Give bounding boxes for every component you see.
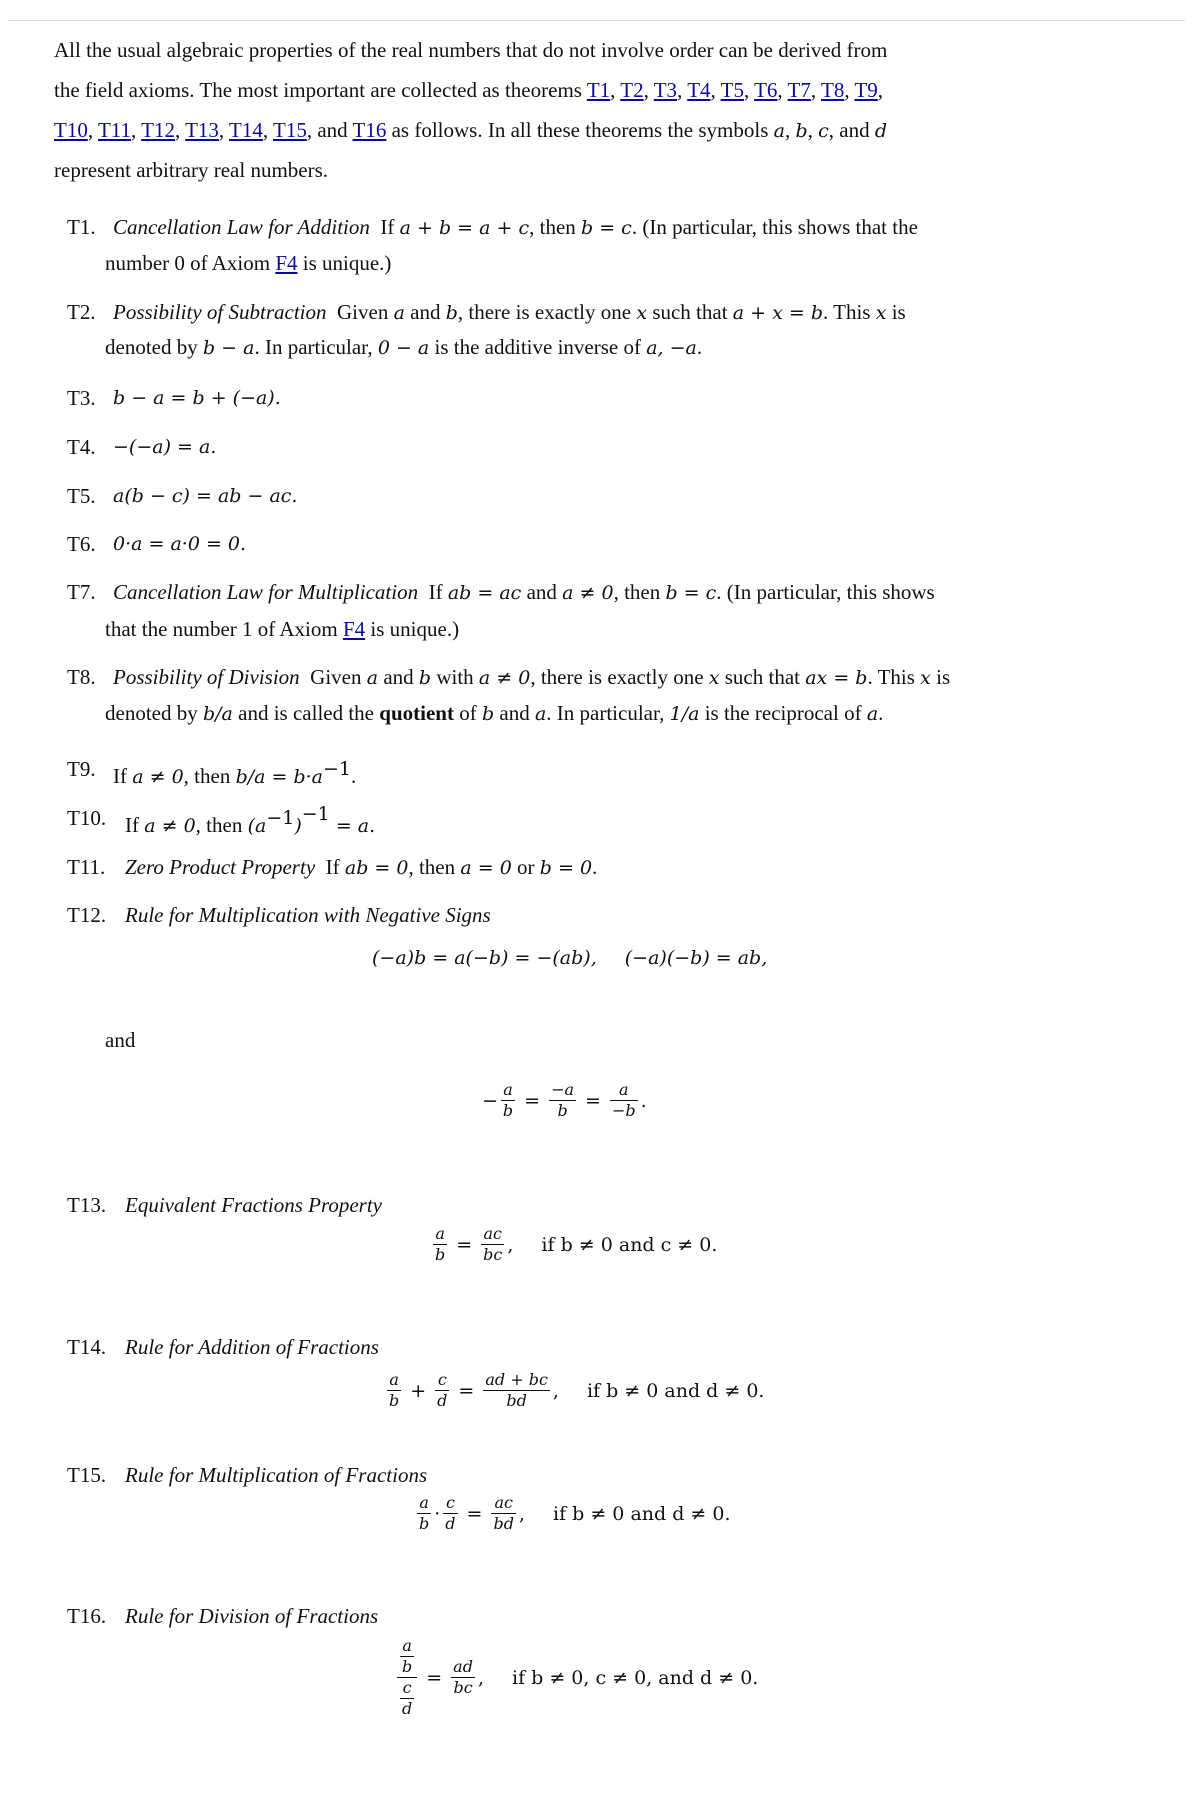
denominator: b (502, 1101, 514, 1120)
math: − (482, 1089, 498, 1112)
theorem-label: T11. (67, 855, 106, 879)
text: If (428, 580, 448, 604)
link-t13[interactable]: T13 (185, 118, 219, 142)
intro-line-3: T10, T11, T12, T13, T14, T15, and T16 as follows. In all these theorems the symbols a, b, c, and d (54, 118, 888, 142)
text: denoted by (105, 701, 203, 725)
text: If (380, 215, 400, 239)
math: b = 0 (539, 857, 593, 879)
denominator: b (419, 1514, 430, 1533)
t12-equation-1 (372, 945, 767, 970)
theorem-t8 (113, 665, 950, 690)
denominator: d (445, 1514, 456, 1533)
math: b = c (665, 582, 717, 604)
separator: , (131, 118, 142, 142)
top-divider (8, 20, 1185, 21)
theorem-t4-math: −(−a) = a. (113, 436, 217, 458)
theorem-t10 (125, 803, 376, 838)
text: . This (867, 665, 921, 689)
condition: if b ≠ 0 and d ≠ 0. (586, 1379, 765, 1402)
math: b (445, 302, 458, 324)
text: is unique.) (297, 251, 392, 275)
math: ) (294, 815, 302, 837)
text: and (404, 300, 446, 324)
text: , there is exactly one (457, 300, 637, 324)
text: or (511, 855, 540, 879)
theorem-label: T8. (67, 665, 96, 689)
numerator: a (503, 1080, 513, 1099)
math: (−a)(−b) = ab, (624, 947, 768, 969)
denominator: bd (506, 1391, 527, 1410)
intro-line-4: represent arbitrary real numbers. (54, 158, 329, 182)
theorem-t2-cont (105, 335, 702, 360)
theorem-name: Possibility of Division (113, 665, 300, 689)
theorem-t6-math: 0·a = a·0 = 0. (113, 533, 247, 555)
math-symbol: b (795, 120, 808, 142)
link-t12[interactable]: T12 (141, 118, 175, 142)
text: , then (408, 855, 461, 879)
text: . This (823, 300, 876, 324)
text: is (886, 300, 906, 324)
math: a (393, 302, 405, 324)
math: a ≠ 0 (562, 582, 614, 604)
numerator: a (435, 1224, 445, 1243)
math: 1/a (669, 703, 700, 725)
theorem-label: T1. (67, 215, 96, 239)
denominator: b (402, 1657, 413, 1676)
text: and (105, 1028, 136, 1052)
text: is the reciprocal of (699, 701, 867, 725)
separator: , and (306, 118, 353, 142)
math: x (920, 667, 931, 689)
theorem-label: T3. (67, 386, 96, 410)
link-t5[interactable]: T5 (720, 78, 744, 102)
separator: , (643, 78, 654, 102)
numerator: c (437, 1370, 447, 1389)
theorem-label: T7. (67, 580, 96, 604)
text: If (125, 813, 145, 837)
text: that the number 1 of Axiom (105, 617, 343, 641)
plus: + (410, 1379, 427, 1402)
theorem-label: T2. (67, 300, 96, 324)
denominator: d (402, 1699, 413, 1718)
fraction (433, 1224, 447, 1265)
link-t16[interactable]: T16 (352, 118, 387, 142)
theorem-t8-cont (105, 701, 883, 726)
math: b (418, 667, 432, 689)
theorem-t1-cont (105, 251, 391, 275)
t16-equation (394, 1636, 758, 1719)
numerator: a (402, 1636, 412, 1655)
math: (−a)b = a(−b) = −(ab), (372, 947, 597, 969)
fraction (481, 1224, 504, 1265)
theorem-name: Zero Product Property (125, 855, 316, 879)
theorem-t3-math: b − a = b + (−a). (113, 387, 281, 409)
theorem-label: T13. (67, 1193, 107, 1217)
theorem-name: Rule for Division of Fractions (125, 1604, 379, 1628)
math-symbol: d (874, 120, 888, 142)
equals: = (466, 1502, 483, 1525)
compound-fraction (397, 1636, 417, 1719)
math: , (518, 1502, 525, 1525)
fraction (451, 1657, 475, 1698)
separator: , (174, 118, 186, 142)
math: x (708, 667, 720, 689)
text: . (351, 764, 357, 788)
math: a + x = b (732, 302, 824, 324)
math: , (477, 1666, 484, 1689)
text: denoted by (105, 335, 203, 359)
text: . (696, 335, 703, 359)
fraction (610, 1080, 638, 1121)
t14-equation (384, 1370, 764, 1411)
fraction (501, 1080, 515, 1121)
t12-equation-2 (482, 1080, 647, 1121)
equals: = (524, 1089, 541, 1112)
quotient-term: quotient (379, 701, 454, 725)
text: is the additive inverse of (429, 335, 647, 359)
numerator: c (445, 1493, 455, 1512)
numerator: ac (483, 1224, 503, 1243)
theorem-t7-cont (105, 617, 459, 641)
link-t7[interactable]: T7 (787, 78, 811, 102)
math: ab = 0 (344, 857, 409, 879)
theorem-name: Cancellation Law for Multiplication (113, 580, 419, 604)
text: is (930, 665, 951, 689)
t13-equation (430, 1224, 717, 1265)
condition: if b ≠ 0 and d ≠ 0. (553, 1502, 731, 1525)
numerator: ad (453, 1657, 473, 1676)
equals: = (426, 1666, 443, 1689)
condition: if b ≠ 0 and c ≠ 0. (541, 1233, 718, 1256)
math: b/a (202, 703, 233, 725)
fraction (549, 1080, 576, 1121)
intro-text: as follows. In all these theorems the symbols (386, 118, 774, 142)
numerator: c (402, 1678, 412, 1697)
denominator: −b (611, 1101, 636, 1120)
theorem-name: Rule for Addition of Fractions (125, 1335, 379, 1359)
denominator: b (389, 1391, 400, 1410)
separator: , (777, 78, 788, 102)
math: b/a = b·a (235, 766, 323, 788)
theorem-label: T6. (67, 532, 96, 556)
text: . In particular, (546, 701, 670, 725)
text: If (325, 855, 345, 879)
theorem-label: T4. (67, 435, 96, 459)
text: . (In particular, this shows that the (631, 215, 918, 239)
math: a (366, 667, 379, 689)
math: x (636, 302, 648, 324)
text: , there is exactly one (530, 665, 709, 689)
separator: , (87, 118, 98, 142)
link-t4[interactable]: T4 (687, 78, 711, 102)
theorem-t1 (113, 215, 918, 240)
math: ax = b (805, 667, 868, 689)
link-t15[interactable]: T15 (273, 118, 307, 142)
denominator: bc (483, 1245, 503, 1264)
equals: = (458, 1379, 475, 1402)
fraction (491, 1493, 515, 1534)
math: a = 0 (460, 857, 512, 879)
intro-text: and (839, 118, 870, 142)
denominator: bc (453, 1678, 473, 1697)
intro-text: the field axioms. The most important are collected as theorems (54, 78, 587, 102)
link-f4[interactable]: F4 (275, 251, 298, 275)
numerator: ad + bc (485, 1370, 548, 1389)
math: , (507, 1233, 514, 1256)
link-f4[interactable]: F4 (342, 617, 366, 641)
denominator: bd (493, 1514, 514, 1533)
link-t2[interactable]: T2 (620, 78, 644, 102)
separator: , (844, 78, 855, 102)
text: number 0 of Axiom (105, 251, 276, 275)
theorem-t11 (125, 855, 597, 880)
separator: , (743, 78, 755, 102)
theorem-label: T14. (67, 1335, 107, 1359)
theorem-name: Rule for Multiplication of Fractions (125, 1463, 428, 1487)
separator: , (262, 118, 273, 142)
math: a ≠ 0 (132, 766, 184, 788)
text: is unique.) (365, 617, 460, 641)
text: of (453, 701, 482, 725)
denominator: b (435, 1245, 446, 1264)
fraction (483, 1370, 550, 1411)
theorem-label: T15. (67, 1463, 107, 1487)
link-t3[interactable]: T3 (653, 78, 678, 102)
math: a, −a (646, 337, 697, 359)
link-t10[interactable]: T10 (54, 118, 88, 142)
intro-line-1: All the usual algebraic properties of the real numbers that do not involve order can be derived from (54, 38, 888, 62)
math: b (481, 703, 495, 725)
equals: = (585, 1089, 601, 1112)
math: b − a (202, 337, 255, 359)
text: , then (195, 813, 248, 837)
separator: , (810, 78, 821, 102)
fraction (417, 1493, 431, 1534)
link-t1[interactable]: T1 (586, 78, 611, 102)
text: If (113, 764, 133, 788)
link-t9[interactable]: T9 (854, 78, 878, 102)
math-symbol: a (773, 120, 785, 142)
separator: , (877, 78, 884, 102)
superscript: −1 (266, 807, 295, 829)
dot: · (434, 1502, 441, 1525)
theorem-name: Cancellation Law for Addition (113, 215, 370, 239)
link-t14[interactable]: T14 (229, 118, 263, 142)
math: a (866, 703, 879, 725)
math: ab = ac (447, 582, 522, 604)
text: with (431, 665, 479, 689)
math: . (640, 1089, 647, 1112)
math: b = c (581, 217, 632, 239)
intro-line-2 (54, 78, 883, 102)
theorem-label: T10. (67, 806, 107, 830)
math: x (875, 302, 887, 324)
text: . In particular, (254, 335, 378, 359)
text: Given (337, 300, 394, 324)
text: and (494, 701, 535, 725)
text: such that (719, 665, 806, 689)
separator: , (610, 78, 621, 102)
fraction (400, 1678, 414, 1719)
math: a ≠ 0 (144, 815, 196, 837)
theorem-t2 (113, 300, 906, 325)
math: = a. (329, 815, 376, 837)
separator: , (710, 78, 721, 102)
separator: , (677, 78, 688, 102)
math: a ≠ 0 (478, 667, 531, 689)
text: such that (647, 300, 733, 324)
numerator: a (419, 1493, 429, 1512)
theorem-t5-math: a(b − c) = ab − ac. (113, 485, 298, 507)
link-t6[interactable]: T6 (754, 78, 778, 102)
theorem-name: Equivalent Fractions Property (125, 1193, 383, 1217)
text: Given (310, 665, 367, 689)
equals: = (456, 1233, 473, 1256)
theorem-t9 (113, 757, 356, 789)
text: and is called the (232, 701, 380, 725)
fraction (435, 1370, 449, 1411)
denominator: d (437, 1391, 448, 1410)
theorem-name: Possibility of Subtraction (113, 300, 327, 324)
text: , then (183, 764, 236, 788)
numerator: a (389, 1370, 399, 1389)
numerator: −a (551, 1080, 575, 1099)
theorem-t7 (113, 580, 935, 605)
denominator: b (557, 1101, 568, 1120)
math: (a (247, 815, 267, 837)
math-symbol: c (818, 120, 829, 142)
link-t8[interactable]: T8 (821, 78, 845, 102)
text: . (In particular, this shows (716, 580, 935, 604)
theorem-label: T12. (67, 903, 107, 927)
superscript: −1 (323, 758, 352, 780)
t15-equation (414, 1493, 731, 1534)
theorem-label: T5. (67, 484, 96, 508)
text: and (378, 665, 419, 689)
math: 0 − a (377, 337, 430, 359)
fraction (387, 1370, 401, 1411)
text: . (878, 701, 884, 725)
text: and (521, 580, 563, 604)
separator: , (218, 118, 230, 142)
text: , then (529, 215, 582, 239)
math: , (552, 1379, 559, 1402)
numerator: ac (494, 1493, 513, 1512)
text: , then (613, 580, 666, 604)
numerator: a (619, 1080, 629, 1099)
text: . (592, 855, 598, 879)
superscript: −1 (301, 803, 330, 825)
condition: if b ≠ 0, c ≠ 0, and d ≠ 0. (512, 1666, 759, 1689)
theorem-label: T9. (67, 757, 96, 781)
link-t11[interactable]: T11 (97, 118, 132, 142)
fraction (443, 1493, 457, 1534)
math: a (534, 703, 547, 725)
math: a + b = a + c (399, 217, 530, 239)
theorem-name: Rule for Multiplication with Negative Signs (125, 903, 491, 927)
fraction (400, 1636, 414, 1677)
theorem-label: T16. (67, 1604, 107, 1628)
